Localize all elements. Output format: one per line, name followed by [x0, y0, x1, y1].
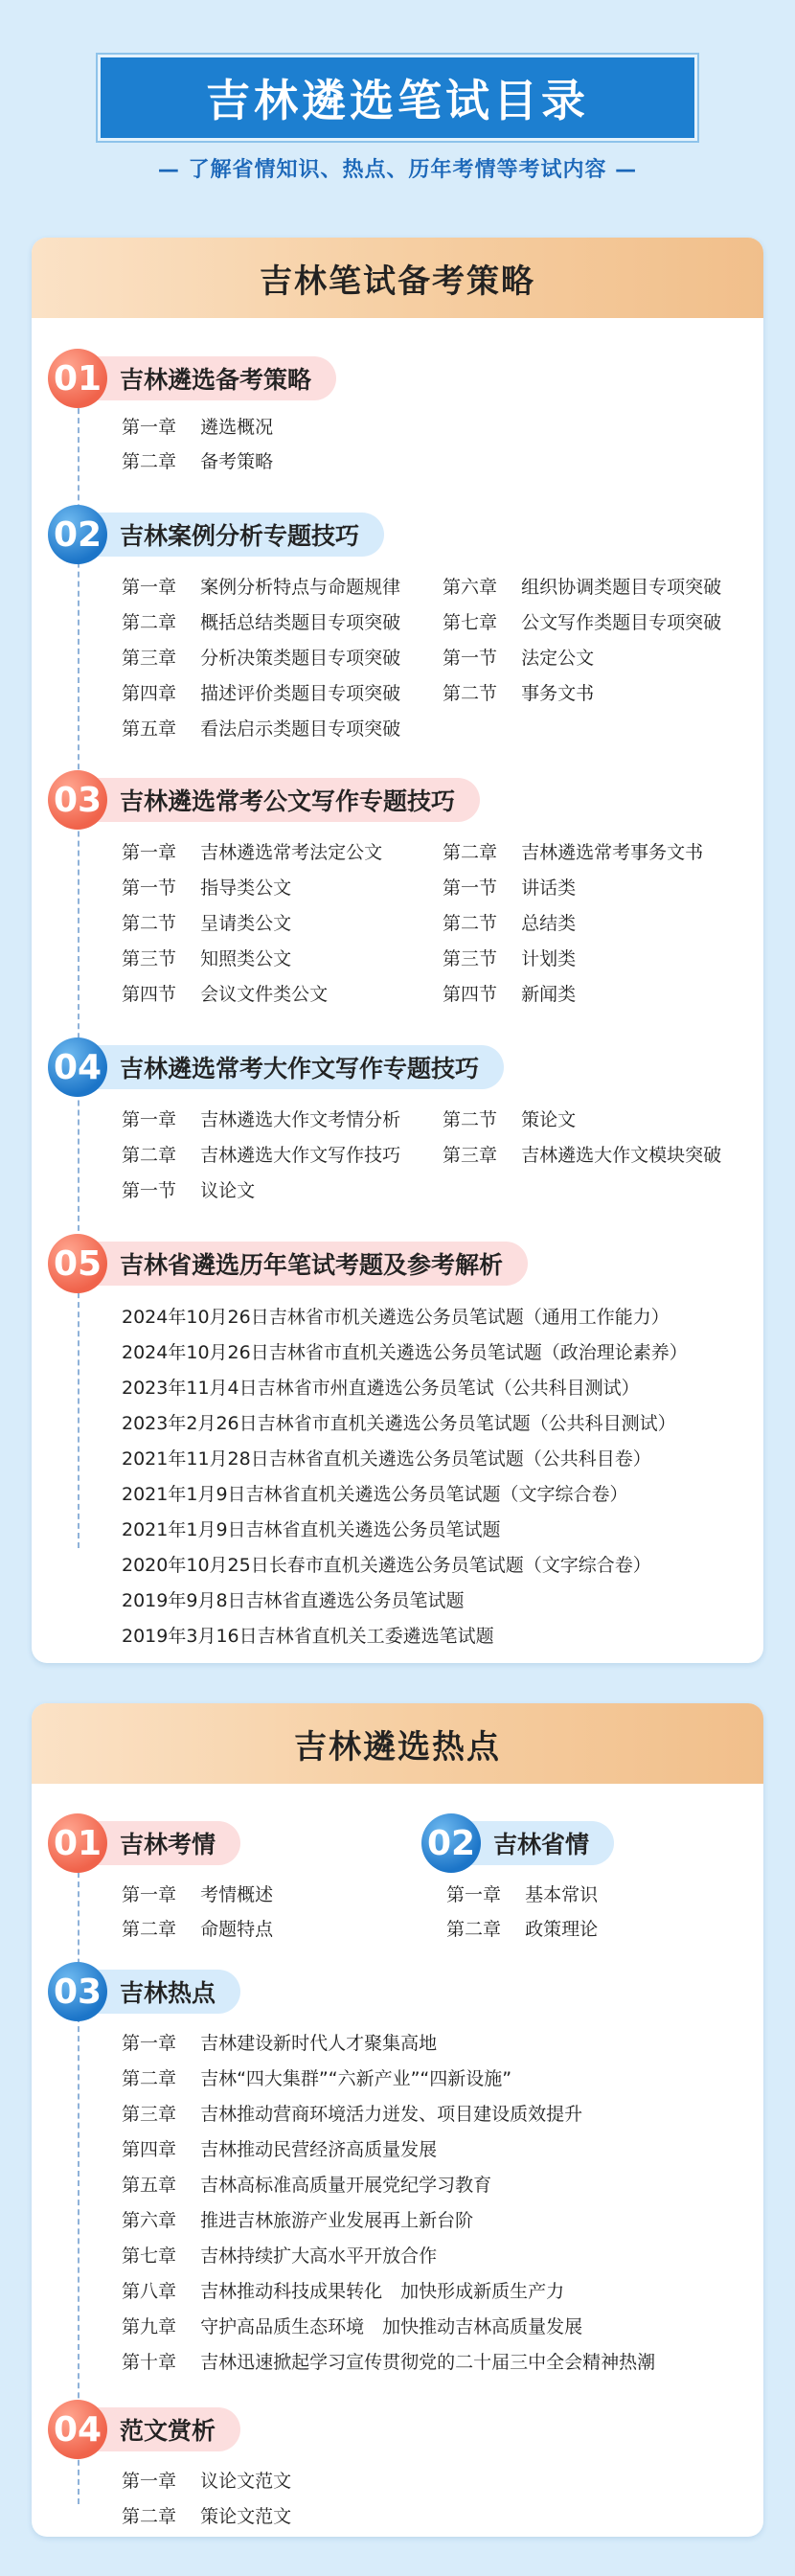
list-item: 第一章 吉林建设新时代人才聚集高地	[122, 2033, 438, 2054]
page-subtitle: — 了解省情知识、热点、历年考情等考试内容 —	[157, 158, 638, 182]
list-item: 第二章 策论文范文	[122, 2506, 292, 2527]
list-item: 第三节 知照类公文	[122, 948, 292, 969]
page-title: 吉林遴选笔试目录	[206, 75, 589, 126]
card-strategy-heading: 吉林笔试备考策略	[260, 262, 535, 301]
section-badge-03: 03	[48, 770, 107, 830]
card-hotspots-header	[32, 1703, 763, 1784]
list-item: 第一章 议论文范文	[122, 2471, 292, 2492]
list-item: 第五章 看法启示类题目专项突破	[122, 718, 401, 740]
list-item: 第二章 吉林遴选常考事务文书	[443, 842, 704, 863]
section-badge-02: 02	[421, 1813, 481, 1873]
list-item: 2019年3月16日吉林省直机关工委遴选笔试题	[122, 1626, 494, 1647]
list-item: 第四章 描述评价类题目专项突破	[122, 683, 401, 704]
card-hotspots-heading: 吉林遴选热点	[294, 1727, 501, 1767]
list-item: 第一节 议论文	[122, 1180, 256, 1201]
section-title-01: 吉林遴选备考策略	[51, 356, 336, 400]
section-title-04: 吉林遴选常考大作文写作专题技巧	[51, 1045, 504, 1089]
card-strategy-header	[32, 238, 763, 318]
list-item: 第三章 分析决策类题目专项突破	[122, 648, 401, 669]
list-item: 第三章 吉林推动营商环境活力迸发、项目建设质效提升	[122, 2104, 583, 2125]
list-item: 第三章 吉林遴选大作文模块突破	[443, 1145, 722, 1166]
list-item: 第十章 吉林迅速掀起学习宣传贯彻党的二十届三中全会精神热潮	[122, 2352, 656, 2373]
list-item: 2021年1月9日吉林省直机关遴选公务员笔试题（文字综合卷）	[122, 1484, 628, 1505]
list-item: 第一节 法定公文	[443, 648, 595, 669]
list-item: 第三节 计划类	[443, 948, 577, 969]
list-item: 第二章 政策理论	[446, 1919, 599, 1940]
list-item: 第八章 吉林推动科技成果转化 加快形成新质生产力	[122, 2281, 565, 2302]
list-item: 第二节 策论文	[443, 1109, 577, 1130]
list-item: 2020年10月25日长春市直机关遴选公务员笔试题（文字综合卷）	[122, 1555, 651, 1576]
list-item: 2019年9月8日吉林省直遴选公务员笔试题	[122, 1590, 465, 1611]
list-item: 第五章 吉林高标准高质量开展党纪学习教育	[122, 2175, 492, 2196]
list-item: 第六章 推进吉林旅游产业发展再上新台阶	[122, 2210, 474, 2231]
list-item: 2021年11月28日吉林省直机关遴选公务员笔试题（公共科目卷）	[122, 1448, 651, 1470]
list-item: 第四节 新闻类	[443, 984, 577, 1005]
list-item: 第二章 吉林遴选大作文写作技巧	[122, 1145, 401, 1166]
list-item: 第二节 总结类	[443, 913, 577, 934]
list-item: 2021年1月9日吉林省直机关遴选公务员笔试题	[122, 1519, 501, 1540]
list-item: 第一节 指导类公文	[122, 878, 292, 899]
list-item: 第六章 组织协调类题目专项突破	[443, 577, 722, 598]
section-badge-05: 05	[48, 1234, 107, 1293]
list-item: 第一章 吉林遴选常考法定公文	[122, 842, 383, 863]
section-badge-01: 01	[48, 1813, 107, 1873]
list-item: 2023年11月4日吉林省市州直遴选公务员笔试（公共科目测试）	[122, 1378, 640, 1399]
list-item: 第一章 遴选概况	[122, 417, 274, 438]
section-title-04: 范文赏析	[51, 2407, 240, 2451]
section-title-02: 吉林案例分析专题技巧	[51, 513, 384, 557]
list-item: 第一章 吉林遴选大作文考情分析	[122, 1109, 401, 1130]
list-item: 第二节 事务文书	[443, 683, 595, 704]
list-item: 第七章 吉林持续扩大高水平开放合作	[122, 2245, 438, 2267]
list-item: 第二节 呈请类公文	[122, 913, 292, 934]
card-hotspots	[32, 1703, 763, 2537]
list-item: 第九章 守护高品质生态环境 加快推动吉林高质量发展	[122, 2316, 583, 2337]
card-strategy	[32, 238, 763, 1663]
section-badge-04: 04	[48, 1037, 107, 1097]
list-item: 2024年10月26日吉林省市机关遴选公务员笔试题（通用工作能力）	[122, 1307, 670, 1328]
list-item: 第一章 基本常识	[446, 1884, 599, 1905]
section-title-03: 吉林热点	[51, 1970, 240, 2014]
list-item: 第一节 讲话类	[443, 878, 577, 899]
section-title-02: 吉林省情	[424, 1821, 614, 1865]
section-badge-01: 01	[48, 349, 107, 408]
list-item: 2023年2月26日吉林省市直机关遴选公务员笔试题（公共科目测试）	[122, 1413, 676, 1434]
list-item: 第二章 备考策略	[122, 451, 274, 472]
list-item: 第二章 命题特点	[122, 1919, 274, 1940]
list-item: 第二章 概括总结类题目专项突破	[122, 612, 401, 633]
list-item: 第一章 考情概述	[122, 1884, 274, 1905]
list-item: 第七章 公文写作类题目专项突破	[443, 612, 722, 633]
section-badge-02: 02	[48, 505, 107, 564]
list-item: 第一章 案例分析特点与命题规律	[122, 577, 401, 598]
list-item: 第二章 吉林“四大集群”“六新产业”“四新设施”	[122, 2068, 512, 2089]
section-badge-04: 04	[48, 2400, 107, 2459]
list-item: 第四节 会议文件类公文	[122, 984, 329, 1005]
section-badge-03: 03	[48, 1962, 107, 2021]
title-banner	[101, 57, 694, 138]
section-title-05: 吉林省遴选历年笔试考题及参考解析	[51, 1242, 528, 1286]
list-item: 2024年10月26日吉林省市直机关遴选公务员笔试题（政治理论素养）	[122, 1342, 688, 1363]
section-title-03: 吉林遴选常考公文写作专题技巧	[51, 778, 480, 822]
section-title-01: 吉林考情	[51, 1821, 240, 1865]
list-item: 第四章 吉林推动民营经济高质量发展	[122, 2139, 438, 2160]
